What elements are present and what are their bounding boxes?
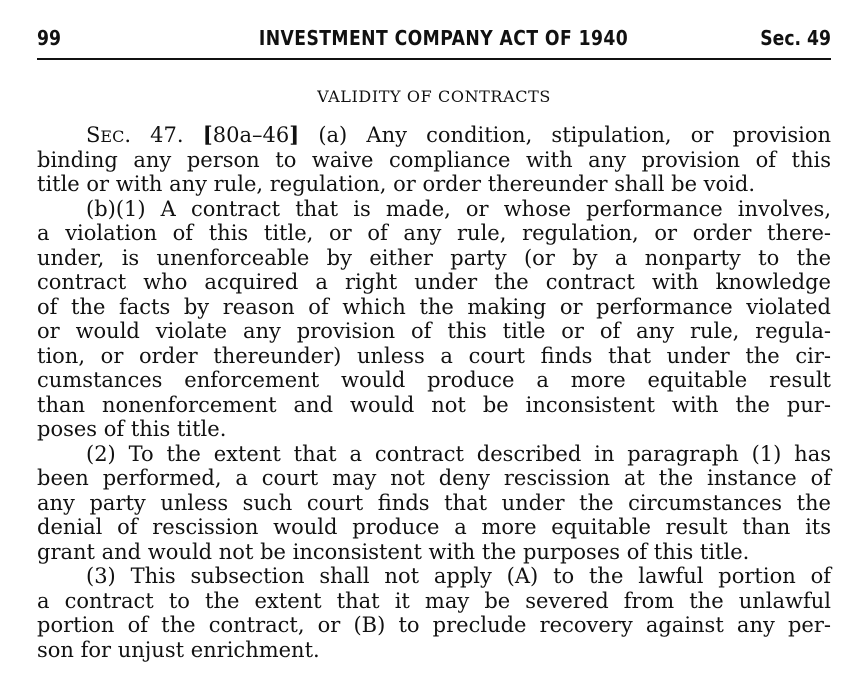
header-rule [37,58,831,60]
statute-body [37,123,831,662]
statute-line: grant and would not be inconsistent with the purposes of this title. [37,539,750,564]
running-head [37,26,831,58]
sec-number: . 47. [124,123,184,147]
line-text: (a) Any condition, stipulation, or provision [299,123,831,147]
page-number: 99 [37,26,61,50]
statute-line: a violation of this title, or of any rule, regulation, or order there- [37,221,831,245]
statute-line: under, is unenforceable by either party (or by a nonparty to the [37,245,831,270]
statute-line: of the facts by reason of which the making or performance violated [37,294,831,319]
statute-line: a contract to the extent that it may be severed from the unlawful [37,588,831,613]
sec-rest: EC [100,127,125,146]
statute-line: contract who acquired a right under the contract with knowledge [37,270,831,294]
statute-line: son for unjust enrichment. [37,637,320,662]
statute-line-1 [37,123,831,148]
statute-line: (3) This subsection shall not apply (A) to the lawful portion of [86,564,831,588]
statute-line: binding any person to waive compliance with any provision of this [37,147,831,172]
section-heading: VALIDITY OF CONTRACTS [317,87,551,106]
statute-line: (2) To the extent that a contract described in paragraph (1) has [86,441,831,466]
statute-line: portion of the contract, or (B) to preclude recovery against any per- [37,613,831,637]
statute-line: denial of rescission would produce a more equitable result than its [37,515,831,539]
statute-line: or would violate any provision of this title or of any rule, regula- [37,319,831,343]
section-reference: Sec. 49 [760,26,831,50]
bracket-open: [ [202,122,213,147]
statute-line: (b)(1) A contract that is made, or whose performance involves, [86,196,831,221]
statute-line: poses of this title. [37,417,227,441]
statute-line: cumstances enforcement would produce a more equitable result [37,368,831,392]
bracket-close: ] [289,122,300,147]
act-title: INVESTMENT COMPANY ACT OF 1940 [258,26,629,50]
statute-line: any party unless such court finds that under the circumstances the [37,490,831,515]
statute-line: tion, or order thereunder) unless a court finds that under the cir- [37,343,831,368]
statute-line: than nonenforcement and would not be inconsistent with the pur- [37,392,831,417]
statute-line: title or with any rule, regulation, or order thereunder shall be void. [37,172,756,196]
usc-citation: 80a–46 [212,123,290,147]
statute-line: been performed, a court may not deny rescission at the instance of [37,466,831,490]
sec-initial: S [86,123,101,147]
